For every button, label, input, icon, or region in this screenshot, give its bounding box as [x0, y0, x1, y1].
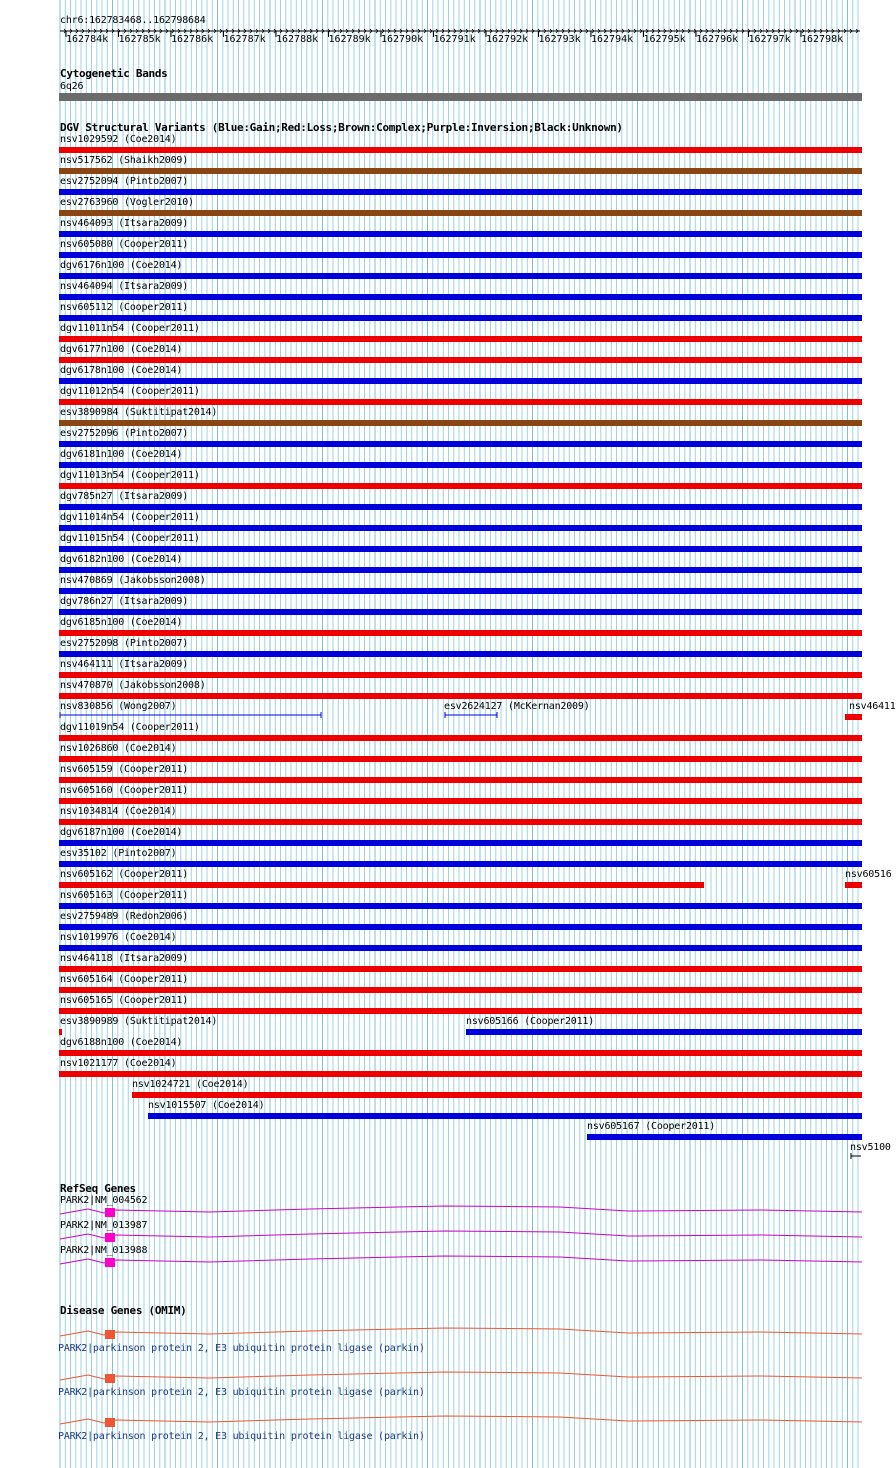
ruler-tick-label: 162784k	[66, 34, 109, 45]
variant-label: nsv470869 (Jakobsson2008)	[60, 575, 206, 586]
ruler-tick-label: 162787k	[223, 34, 266, 45]
variant-label: dgv11012n54 (Cooper2011)	[60, 386, 200, 397]
variant-bar[interactable]	[59, 693, 862, 699]
ruler-tick-label: 162797k	[748, 34, 791, 45]
variant-bar[interactable]	[59, 189, 862, 195]
gene-exon	[105, 1374, 115, 1383]
variant-label: dgv11015n54 (Cooper2011)	[60, 533, 200, 544]
gene-exon	[105, 1208, 115, 1217]
variant-bar[interactable]	[587, 1134, 862, 1140]
small-variant-marks	[0, 711, 890, 719]
variant-label: nsv605160 (Cooper2011)	[60, 785, 189, 796]
variant-label: nsv1034814 (Coe2014)	[60, 806, 177, 817]
variant-bar[interactable]	[59, 1050, 862, 1056]
variant-label: dgv6188n100 (Coe2014)	[60, 1037, 183, 1048]
variant-bar[interactable]	[59, 315, 862, 321]
variant-bar[interactable]	[59, 336, 862, 342]
variant-label: nsv464094 (Itsara2009)	[60, 281, 189, 292]
variant-label: nsv60516	[845, 869, 892, 880]
omim-gene-model[interactable]	[0, 1415, 890, 1429]
variant-label: esv2624127 (McKernan2009)	[444, 701, 590, 712]
dgv-track-title: DGV Structural Variants (Blue:Gain;Red:Loss;Brown:Complex;Purple:Inversion;Black:Unknown)	[60, 121, 623, 134]
variant-bar[interactable]	[59, 252, 862, 258]
variant-bar[interactable]	[59, 924, 862, 930]
variant-bar[interactable]	[845, 714, 862, 720]
variant-bar[interactable]	[59, 504, 862, 510]
variant-label: nsv1029592 (Coe2014)	[60, 134, 177, 145]
variant-label: dgv6176n100 (Coe2014)	[60, 260, 183, 271]
variant-label: nsv830856 (Wong2007)	[60, 701, 177, 712]
cytoband-label: 6q26	[60, 81, 84, 92]
variant-label: nsv1015507 (Coe2014)	[148, 1100, 265, 1111]
refseq-gene-model[interactable]	[0, 1230, 890, 1244]
ruler-tick-label: 162789k	[328, 34, 371, 45]
variant-bar[interactable]	[148, 1113, 862, 1119]
variant-bar[interactable]	[59, 735, 862, 741]
variant-bar[interactable]	[59, 798, 862, 804]
variant-label: nsv605165 (Cooper2011)	[60, 995, 189, 1006]
refseq-gene-model[interactable]	[0, 1205, 890, 1219]
variant-bar[interactable]	[59, 1008, 862, 1014]
variant-label: dgv11014n54 (Cooper2011)	[60, 512, 200, 523]
cytoband-bar[interactable]	[59, 93, 862, 101]
variant-label: nsv464118 (Itsara2009)	[60, 953, 189, 964]
gene-intron-line	[60, 1256, 862, 1264]
variant-bar[interactable]	[59, 567, 862, 573]
variant-label: dgv11011n54 (Cooper2011)	[60, 323, 200, 334]
variant-bar[interactable]	[59, 966, 862, 972]
ruler-tick-label: 162792k	[486, 34, 529, 45]
refseq-track-title: RefSeq Genes	[60, 1182, 136, 1195]
variant-label: nsv605112 (Cooper2011)	[60, 302, 189, 313]
variant-label: dgv11013n54 (Cooper2011)	[60, 470, 200, 481]
variant-span-end	[848, 1152, 868, 1160]
omim-track-title: Disease Genes (OMIM)	[60, 1304, 187, 1317]
variant-label: esv3890984 (Suktitipat2014)	[60, 407, 218, 418]
variant-label: nsv46411	[849, 701, 896, 712]
gene-exon	[105, 1418, 115, 1427]
gene-exon	[105, 1330, 115, 1339]
variant-bar[interactable]	[59, 840, 862, 846]
variant-label: dgv11019n54 (Cooper2011)	[60, 722, 200, 733]
variant-bar[interactable]	[59, 546, 862, 552]
variant-label: nsv605080 (Cooper2011)	[60, 239, 189, 250]
omim-gene-model[interactable]	[0, 1327, 890, 1341]
ruler-tick-label: 162793k	[538, 34, 581, 45]
variant-label: nsv464111 (Itsara2009)	[60, 659, 189, 670]
gene-intron-line	[60, 1416, 862, 1424]
variant-bar[interactable]	[59, 357, 862, 363]
refseq-gene-model[interactable]	[0, 1255, 890, 1269]
refseq-gene-label: PARK2|NM_013987	[60, 1220, 148, 1231]
variant-bar[interactable]	[59, 819, 862, 825]
ruler-tick-label: 162798k	[801, 34, 844, 45]
variant-label: nsv605162 (Cooper2011)	[60, 869, 189, 880]
variant-bar[interactable]	[59, 651, 862, 657]
variant-bar[interactable]	[132, 1092, 862, 1098]
variant-bar[interactable]	[59, 231, 862, 237]
variant-bar[interactable]	[59, 420, 862, 426]
variant-label: nsv5100	[850, 1142, 891, 1153]
cytoband-track-title: Cytogenetic Bands	[60, 67, 168, 80]
gene-exon	[105, 1258, 115, 1267]
variant-bar[interactable]	[59, 441, 862, 447]
variant-label: nsv605164 (Cooper2011)	[60, 974, 189, 985]
variant-label: nsv605166 (Cooper2011)	[466, 1016, 595, 1027]
variant-bar[interactable]	[59, 294, 862, 300]
variant-label: esv2752098 (Pinto2007)	[60, 638, 189, 649]
variant-bar[interactable]	[59, 756, 862, 762]
variant-label: dgv6185n100 (Coe2014)	[60, 617, 183, 628]
variant-label: nsv464093 (Itsara2009)	[60, 218, 189, 229]
omim-gene-label: PARK2|parkinson protein 2, E3 ubiquitin protein ligase (parkin)	[58, 1431, 425, 1442]
ruler-range-label: chr6:162783468..162798684	[60, 15, 206, 26]
variant-label: nsv605159 (Cooper2011)	[60, 764, 189, 775]
variant-label: dgv786n27 (Itsara2009)	[60, 596, 189, 607]
variant-bar[interactable]	[59, 378, 862, 384]
variant-label: esv2759489 (Redon2006)	[60, 911, 189, 922]
variant-bar[interactable]	[59, 168, 862, 174]
variant-label: nsv1019976 (Coe2014)	[60, 932, 177, 943]
variant-bar[interactable]	[59, 630, 862, 636]
variant-label: dgv785n27 (Itsara2009)	[60, 491, 189, 502]
variant-bar[interactable]	[59, 777, 862, 783]
variant-label: dgv6182n100 (Coe2014)	[60, 554, 183, 565]
variant-bar[interactable]	[59, 987, 862, 993]
ruler-tick-label: 162786k	[171, 34, 214, 45]
variant-bar[interactable]	[59, 861, 862, 867]
variant-label: esv35102 (Pinto2007)	[60, 848, 177, 859]
variant-label: esv2752096 (Pinto2007)	[60, 428, 189, 439]
variant-label: nsv1021177 (Coe2014)	[60, 1058, 177, 1069]
variant-bar[interactable]	[59, 945, 862, 951]
omim-gene-label: PARK2|parkinson protein 2, E3 ubiquitin protein ligase (parkin)	[58, 1343, 425, 1354]
variant-bar[interactable]	[59, 483, 862, 489]
ruler-tick-label: 162788k	[276, 34, 319, 45]
variant-label: dgv6181n100 (Coe2014)	[60, 449, 183, 460]
ruler-tick-label: 162785k	[118, 34, 161, 45]
variant-label: dgv6187n100 (Coe2014)	[60, 827, 183, 838]
variant-bar[interactable]	[59, 525, 862, 531]
variant-label: esv3890989 (Suktitipat2014)	[60, 1016, 218, 1027]
variant-bar[interactable]	[59, 672, 862, 678]
variant-label: dgv6178n100 (Coe2014)	[60, 365, 183, 376]
ruler-tick-label: 162790k	[381, 34, 424, 45]
variant-bar[interactable]	[59, 882, 704, 888]
gene-intron-line	[60, 1372, 862, 1380]
variant-bar[interactable]	[59, 147, 862, 153]
variant-bar[interactable]	[59, 609, 862, 615]
ruler-tick-label: 162794k	[591, 34, 634, 45]
variant-bar[interactable]	[59, 1029, 62, 1035]
gene-exon	[105, 1233, 115, 1242]
variant-bar[interactable]	[845, 882, 862, 888]
variant-bar[interactable]	[59, 588, 862, 594]
variant-bar[interactable]	[59, 210, 862, 216]
omim-gene-label: PARK2|parkinson protein 2, E3 ubiquitin protein ligase (parkin)	[58, 1387, 425, 1398]
variant-label: nsv517562 (Shaikh2009)	[60, 155, 189, 166]
variant-label: nsv605163 (Cooper2011)	[60, 890, 189, 901]
refseq-gene-label: PARK2|NM_004562	[60, 1195, 148, 1206]
ruler-tick-label: 162791k	[433, 34, 476, 45]
variant-label: esv2763960 (Vogler2010)	[60, 197, 194, 208]
variant-bar[interactable]	[59, 462, 862, 468]
gene-intron-line	[60, 1206, 862, 1214]
ruler-tick-label: 162796k	[696, 34, 739, 45]
ruler-tick-label: 162795k	[643, 34, 686, 45]
gene-intron-line	[60, 1328, 862, 1336]
refseq-gene-label: PARK2|NM_013988	[60, 1245, 148, 1256]
variant-bar[interactable]	[466, 1029, 862, 1035]
variant-label: nsv470870 (Jakobsson2008)	[60, 680, 206, 691]
variant-bar[interactable]	[59, 273, 862, 279]
variant-bar[interactable]	[59, 1071, 862, 1077]
variant-bar[interactable]	[59, 399, 862, 405]
variant-label: nsv1026860 (Coe2014)	[60, 743, 177, 754]
variant-label: nsv605167 (Cooper2011)	[587, 1121, 716, 1132]
gene-intron-line	[60, 1231, 862, 1239]
variant-label: esv2752094 (Pinto2007)	[60, 176, 189, 187]
variant-label: nsv1024721 (Coe2014)	[132, 1079, 249, 1090]
omim-gene-model[interactable]	[0, 1371, 890, 1385]
variant-label: dgv6177n100 (Coe2014)	[60, 344, 183, 355]
variant-bar[interactable]	[59, 903, 862, 909]
